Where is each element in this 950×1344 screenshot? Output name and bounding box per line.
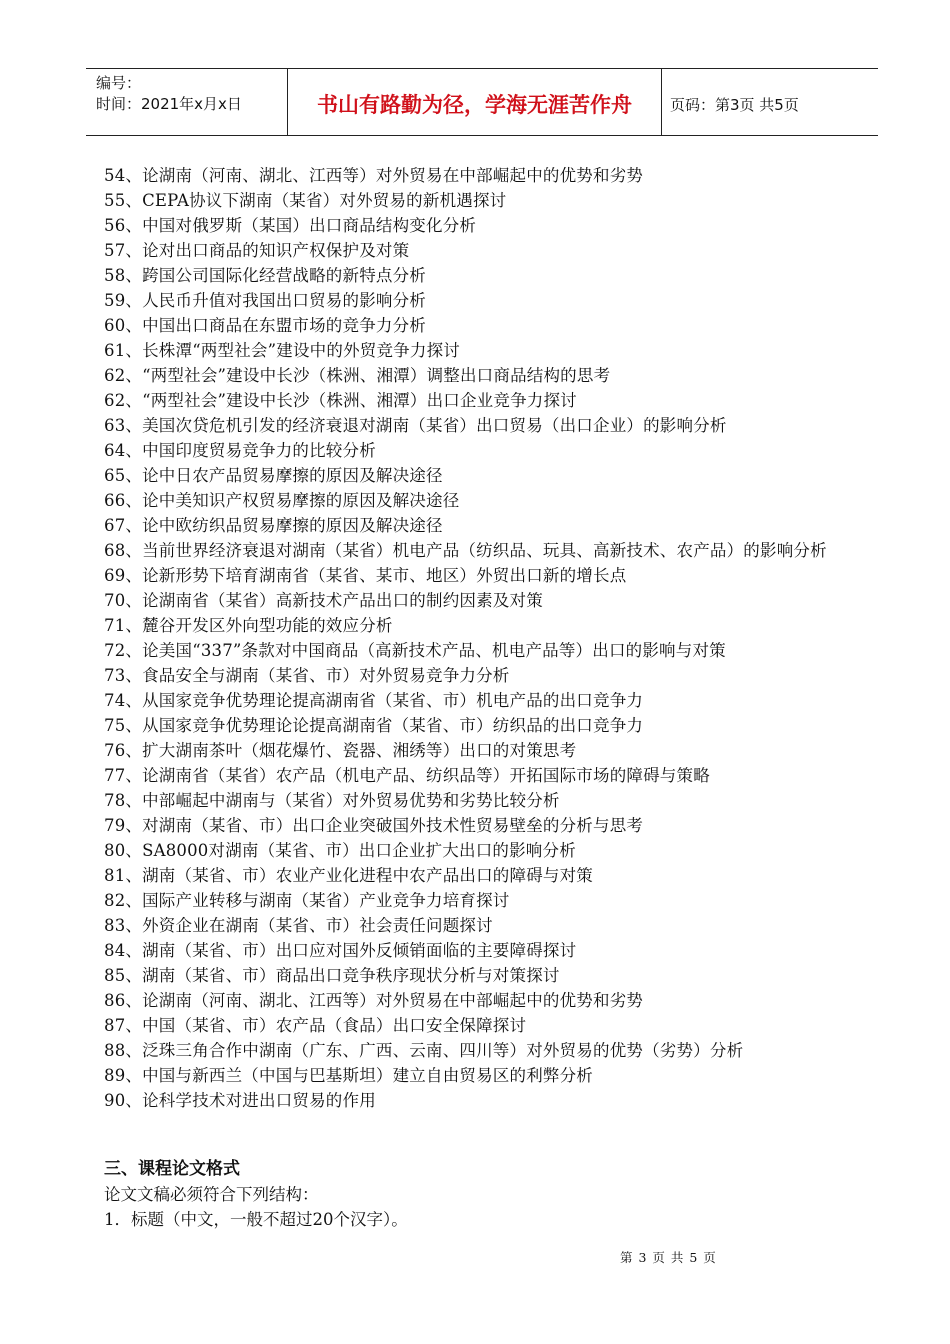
list-item: 90、论科学技术对进出口贸易的作用 (104, 1091, 376, 1110)
list-item: 62、“两型社会”建设中长沙（株洲、湘潭）调整出口商品结构的思考 (104, 366, 611, 385)
document-number-label: 编号： (96, 74, 142, 92)
list-item: 87、中国（某省、市）农产品（食品）出口安全保障探讨 (104, 1016, 527, 1035)
list-item: 70、论湖南省（某省）高新技术产品出口的制约因素及对策 (104, 591, 543, 610)
page-header (86, 68, 878, 136)
list-item: 63、美国次贷危机引发的经济衰退对湖南（某省）出口贸易（出口企业）的影响分析 (104, 416, 727, 435)
list-item: 88、泛珠三角合作中湖南（广东、广西、云南、四川等）对外贸易的优势（劣势）分析 (104, 1041, 744, 1060)
list-item: 81、湖南（某省、市）农业产业化进程中农产品出口的障碍与对策 (104, 866, 593, 885)
list-item: 84、湖南（某省、市）出口应对国外反倾销面临的主要障碍探讨 (104, 941, 577, 960)
list-item: 72、论美国“337”条款对中国商品（高新技术产品、机电产品等）出口的影响与对策 (104, 641, 726, 660)
list-item: 55、CEPA协议下湖南（某省）对外贸易的新机遇探讨 (104, 191, 507, 210)
list-item: 79、对湖南（某省、市）出口企业突破国外技术性贸易壁垒的分析与思考 (104, 816, 644, 835)
header-meta (86, 69, 287, 135)
header-motto: 书山有路勤为径，学海无涯苦作舟 (287, 69, 662, 135)
list-item: 59、人民币升值对我国出口贸易的影响分析 (104, 291, 426, 310)
list-item: 66、论中美知识产权贸易摩擦的原因及解决途径 (104, 491, 460, 510)
document-time-label: 时间：2021年x月x日 (96, 95, 242, 113)
list-item: 89、中国与新西兰（中国与巴基斯坦）建立自由贸易区的利弊分析 (104, 1066, 593, 1085)
section-heading: 三、课程论文格式 (104, 1159, 240, 1179)
list-item: 61、长株潭“两型社会”建设中的外贸竞争力探讨 (104, 341, 460, 360)
list-item: 82、国际产业转移与湖南（某省）产业竞争力培育探讨 (104, 891, 510, 910)
format-item-title: 1．标题（中文，一般不超过20个汉字）。 (104, 1210, 408, 1229)
list-item: 80、SA8000对湖南（某省、市）出口企业扩大出口的影响分析 (104, 841, 576, 860)
list-item: 56、中国对俄罗斯（某国）出口商品结构变化分析 (104, 216, 477, 235)
list-item: 69、论新形势下培育湖南省（某省、某市、地区）外贸出口新的增长点 (104, 566, 627, 585)
topic-list (104, 163, 874, 1113)
list-item: 78、中部崛起中湖南与（某省）对外贸易优势和劣势比较分析 (104, 791, 560, 810)
list-item: 54、论湖南（河南、湖北、江西等）对外贸易在中部崛起中的优势和劣势 (104, 166, 644, 185)
page-footer: 第 3 页 共 5 页 (620, 1250, 717, 1265)
list-item: 68、当前世界经济衰退对湖南（某省）机电产品（纺织品、玩具、高新技术、农产品）的影响分析 (104, 541, 827, 560)
list-item: 67、论中欧纺织品贸易摩擦的原因及解决途径 (104, 516, 443, 535)
list-item: 71、麓谷开发区外向型功能的效应分析 (104, 616, 393, 635)
header-page-label: 页码：第3页 共5页 (670, 95, 799, 114)
list-item: 60、中国出口商品在东盟市场的竞争力分析 (104, 316, 426, 335)
list-item: 83、外资企业在湖南（某省、市）社会责任问题探讨 (104, 916, 493, 935)
list-item: 75、从国家竞争优势理论论提高湖南省（某省、市）纺织品的出口竞争力 (104, 716, 644, 735)
list-item: 85、湖南（某省、市）商品出口竞争秩序现状分析与对策探讨 (104, 966, 560, 985)
list-item: 86、论湖南（河南、湖北、江西等）对外贸易在中部崛起中的优势和劣势 (104, 991, 644, 1010)
list-item: 73、食品安全与湖南（某省、市）对外贸易竞争力分析 (104, 666, 510, 685)
list-item: 74、从国家竞争优势理论提高湖南省（某省、市）机电产品的出口竞争力 (104, 691, 644, 710)
list-item: 64、中国印度贸易竞争力的比较分析 (104, 441, 376, 460)
list-item: 76、扩大湖南茶叶（烟花爆竹、瓷器、湘绣等）出口的对策思考 (104, 741, 577, 760)
section-intro: 论文文稿必须符合下列结构： (104, 1185, 319, 1204)
list-item: 57、论对出口商品的知识产权保护及对策 (104, 241, 410, 260)
list-item: 62、“两型社会”建设中长沙（株洲、湘潭）出口企业竞争力探讨 (104, 391, 577, 410)
list-item: 58、跨国公司国际化经营战略的新特点分析 (104, 266, 426, 285)
list-item: 65、论中日农产品贸易摩擦的原因及解决途径 (104, 466, 443, 485)
list-item: 77、论湖南省（某省）农产品（机电产品、纺织品等）开拓国际市场的障碍与策略 (104, 766, 710, 785)
